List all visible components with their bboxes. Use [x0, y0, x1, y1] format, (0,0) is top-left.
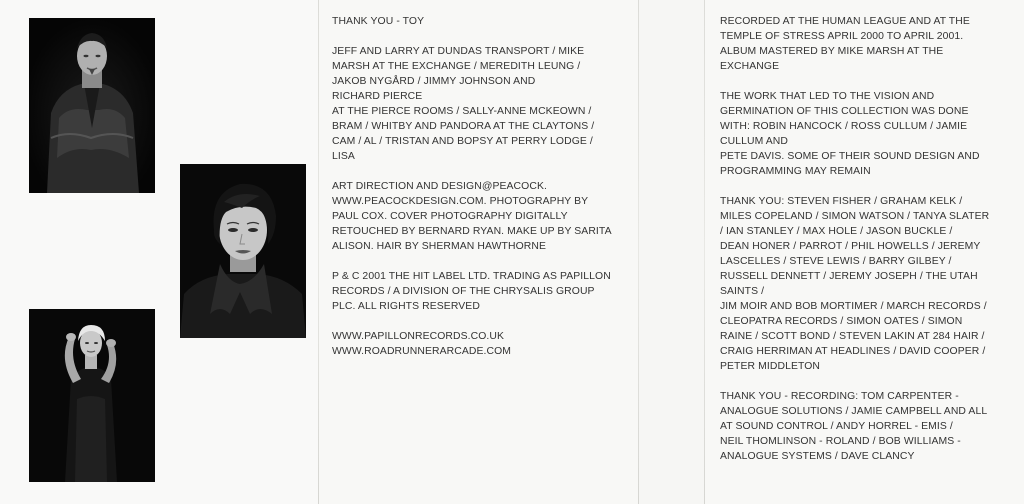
credits-column-right	[720, 14, 1022, 479]
thank-you-toy: THANK YOU - TOY	[332, 16, 425, 27]
fold-line	[704, 0, 705, 504]
spine-panel	[638, 0, 704, 504]
thank-you-list: THANK YOU: STEVEN FISHER / GRAHAM KELK / MILES COPELAND / SIMON WATSON / TANYA SLATER / IAN STANLEY / MAX HOLE / JASON BUCKLE / DEAN HONER / PARROT / PHIL HOWELLS / JEREMY LASCELLES / STEVE LEWIS / BARRY GILBEY / RUSSELL DENNETT / JEREMY JOSEPH / THE UTAH SAINTS / JIM MOIR AND BOB MORTIMER / MARCH RECORDS / CLEOPATRA RECORDS / SIMON OATES / SIMON RAINE / SCOTT BOND / STEVEN LAKIN AT 284 HAIR / CRAIG HERRIMAN AT HEADLINES / DAVID COOPER / PETER MIDDLETON	[720, 196, 990, 372]
photo-blonde-woman-posing	[29, 309, 155, 482]
website-links: WWW.PAPILLONRECORDS.CO.UK WWW.ROADRUNNERARCADE.COM	[332, 331, 512, 357]
recording-info: RECORDED AT THE HUMAN LEAGUE AND AT THE TEMPLE OF STRESS APRIL 2000 TO APRIL 2001. ALBUM MASTERED BY MIKE MARSH AT THE EXCHANGE	[720, 16, 970, 72]
art-direction-credits: ART DIRECTION AND DESIGN@PEACOCK. WWW.PEACOCKDESIGN.COM. PHOTOGRAPHY BY PAUL COX. COVER PHOTOGRAPHY DIGITALLY RETOUCHED BY BERNARD RYAN. MAKE UP BY SARITA ALISON. HAIR BY SHERMAN HAWTHORNE	[332, 181, 612, 252]
fold-line	[638, 0, 639, 504]
thank-you-recording: THANK YOU - RECORDING: TOM CARPENTER - ANALOGUE SOLUTIONS / JAMIE CAMPBELL AND ALL AT SOUND CONTROL / ANDY HORREL - EMIS / NEIL THOMLINSON - ROLAND / BOB WILLIAMS - ANALOGUE SYSTEMS / DAVE CLANCY	[720, 391, 988, 462]
fold-line	[318, 0, 319, 504]
credits-column-left	[332, 14, 632, 374]
copyright-notice: P & C 2001 THE HIT LABEL LTD. TRADING AS PAPILLON RECORDS / A DIVISION OF THE CHRYSALIS GROUP PLC. ALL RIGHTS RESERVED	[332, 271, 611, 312]
collaborators: THE WORK THAT LED TO THE VISION AND GERMINATION OF THIS COLLECTION WAS DONE WITH: ROBIN HANCOCK / ROSS CULLUM / JAMIE CULLUM AND PETE DAVIS. SOME OF THEIR SOUND DESIGN AND PROGRAMMING MAY REMAIN	[720, 91, 980, 177]
photo-man-leather-jacket	[29, 18, 155, 193]
photo-woman-short-dark-hair	[180, 164, 306, 338]
thanks-list-left: JEFF AND LARRY AT DUNDAS TRANSPORT / MIKE MARSH AT THE EXCHANGE / MEREDITH LEUNG / JAKOB NYGÅRD / JIMMY JOHNSON AND RICHARD PIERCE AT THE PIERCE ROOMS / SALLY-ANNE MCKEOWN / BRAM / WHITBY AND PANDORA AT THE CLAYTONS / CAM / AL / TRISTAN AND BOPSY AT PERRY LODGE / LISA	[332, 46, 595, 162]
